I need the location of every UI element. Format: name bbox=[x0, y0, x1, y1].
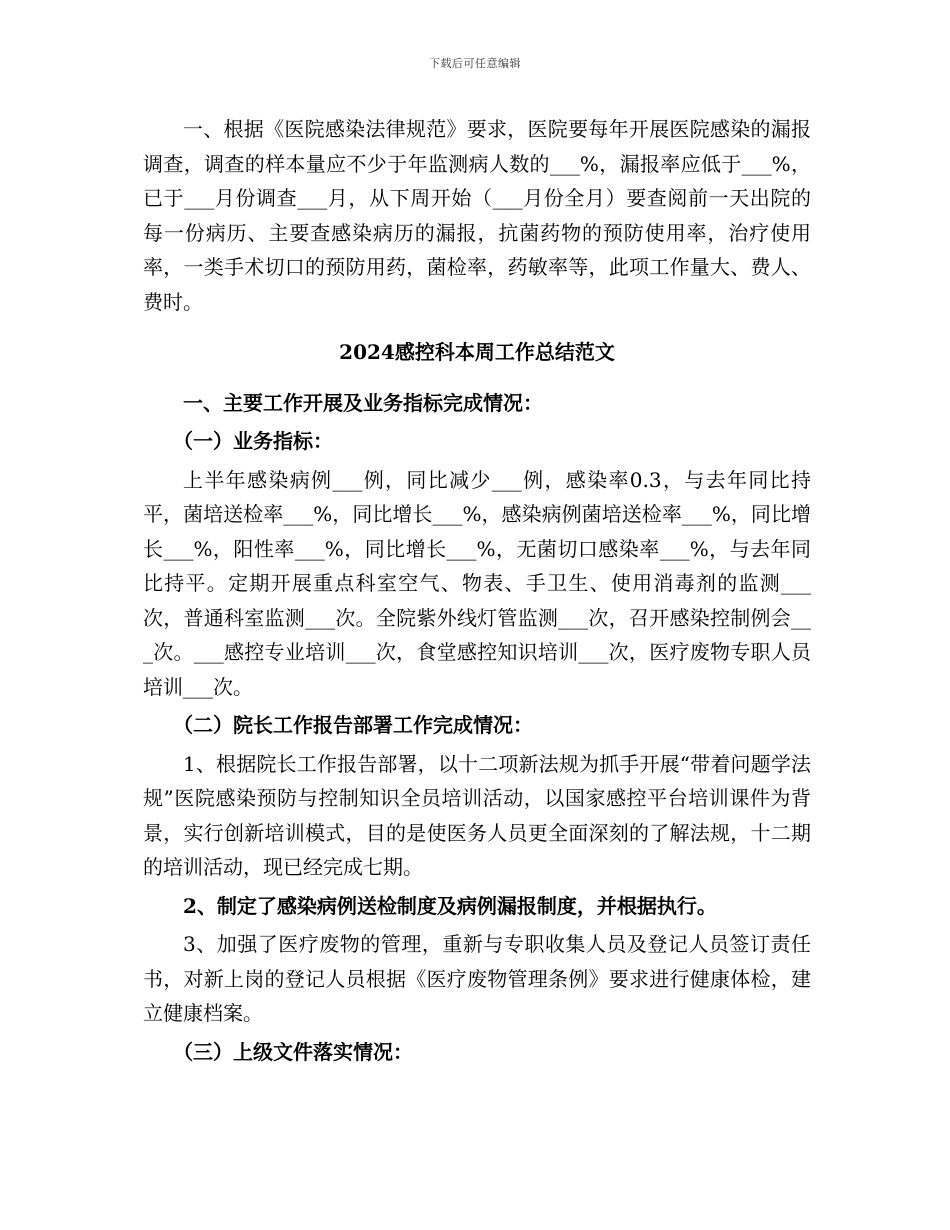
document-body bbox=[143, 112, 811, 1069]
document-title: 2024感控科本周工作总结范文 bbox=[339, 340, 615, 364]
page-header: 下载后可任意编辑 bbox=[429, 57, 521, 70]
subsection-heading-1: （一）业务指标： bbox=[173, 429, 333, 453]
subsection-heading-3: （三）上级文件落实情况： bbox=[173, 1039, 413, 1064]
subsection-heading-2: （二）院长工作报告部署工作完成情况： bbox=[173, 713, 533, 737]
list-item-3: 3、加强了医疗废物的管理，重新与专职收集人员及登记人员签订责任书，对新上岗的登记人员根据《医疗废物管理条例》要求进行健康体检，建立健康档案。 bbox=[143, 932, 811, 1025]
section-heading: 一、主要工作开展及业务指标完成情况： bbox=[183, 390, 543, 415]
list-item-1: 1、根据院长工作报告部署，以十二项新法规为抓手开展“带着问题学法规”医院感染预防与控制知识全员培训活动，以国家感控平台培训课件为背景，实行创新培训模式，目的是使医务人员更全面深刻的了解法规，十二期的培训活动，现已经完成七期。 bbox=[143, 751, 811, 879]
intro-paragraph: 一、根据《医院感染法律规范》要求，医院要每年开展医院感染的漏报调查，调查的样本量应不少于年监测病人数的___%，漏报率应低于___%，已于___月份调查___月，从下周开始（___月份全月）要查阅前一天出院的每一份病历、主要查感染病历的漏报，抗菌药物的预防使用率，治疗使用率，一类手术切口的预防用药，菌检率，药敏率等，此项工作量大、费人、费时。 bbox=[143, 117, 811, 314]
business-metrics-paragraph: 上半年感染病例___例，同比减少___例，感染率0.3，与去年同比持平，菌培送检率___%，同比增长___%，感染病例菌培送检率___%，同比增长___%，阳性率___%，同比增长___%，无菌切口感染率___%，与去年同比持平。定期开展重点科室空气、物表、手卫生、使用消毒剂的监测___次，普通科室监测___次。全院紫外线灯管监测___次，召开感染控制例会___次。___感控专业培训___次，食堂感控知识培训___次，医疗废物专职人员培训___次。 bbox=[143, 467, 811, 699]
list-item-2: 2、制定了感染病例送检制度及病例漏报制度，并根据执行。 bbox=[183, 893, 717, 918]
